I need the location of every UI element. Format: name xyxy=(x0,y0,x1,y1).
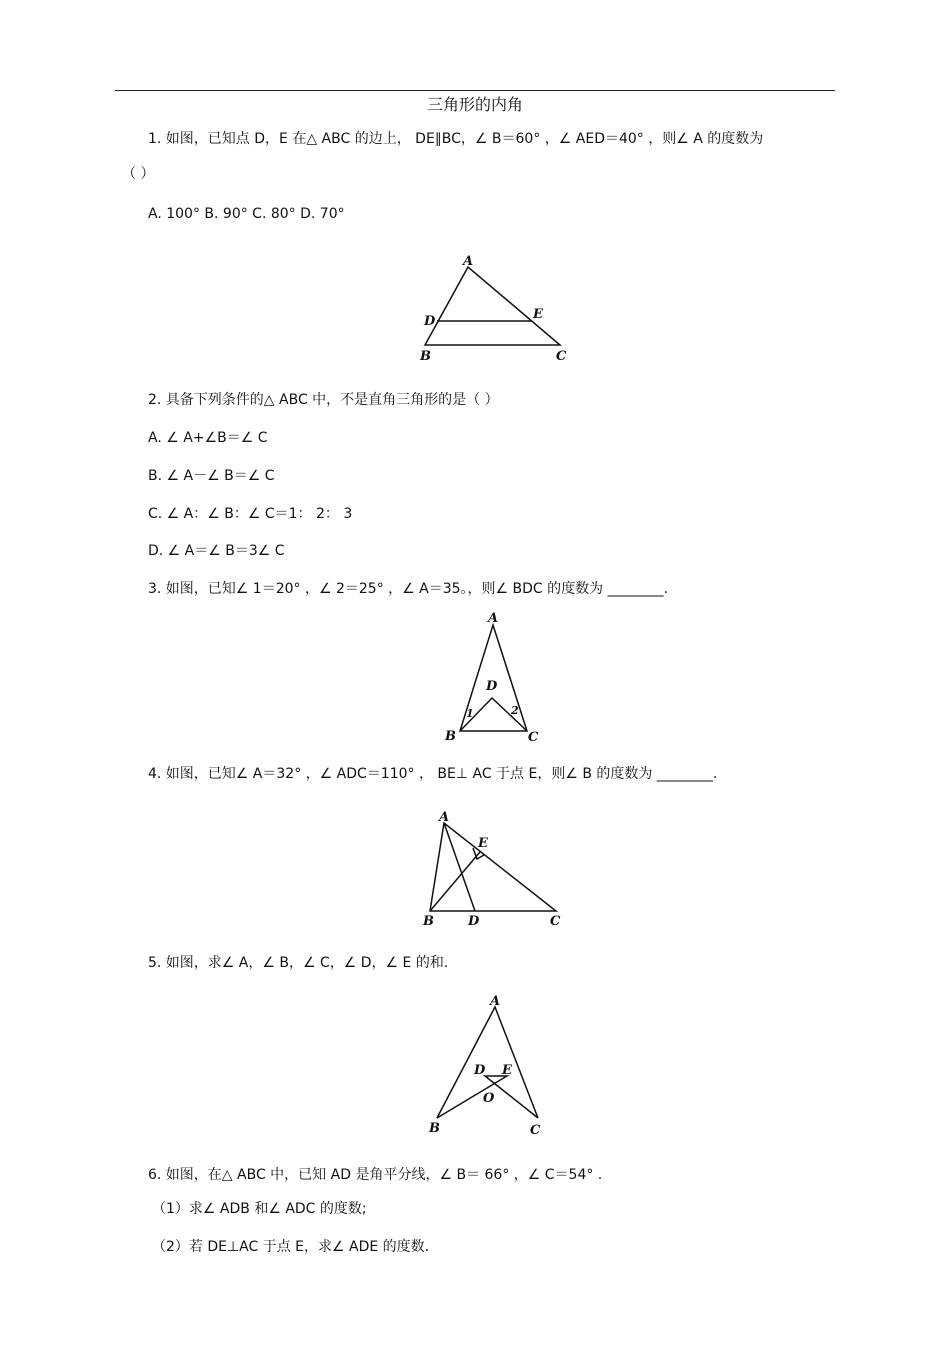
q5-stem: 5. 如图，求∠ A，∠ B，∠ C，∠ D，∠ E 的和. xyxy=(148,955,449,971)
q4-label-a: A xyxy=(439,810,450,825)
q5-label-c: C xyxy=(530,1123,541,1138)
q6-stem: 6. 如图，在△ ABC 中，已知 AD 是角平分线，∠ B＝ 66° ，∠ C＝54° . xyxy=(148,1167,603,1183)
q3-label-angle-2: 2 xyxy=(511,704,519,717)
q5-label-d: D xyxy=(474,1063,486,1078)
q4-label-b: B xyxy=(423,914,434,929)
q1-label-d: D xyxy=(424,314,436,329)
q5-label-e: E xyxy=(502,1063,512,1078)
q5-figure xyxy=(425,990,555,1140)
page-title: 三角形的内角 xyxy=(426,95,523,114)
q3-label-d: D xyxy=(486,679,498,694)
q2-option-b: B. ∠ A－∠ B＝∠ C xyxy=(148,468,275,484)
q2-stem: 2. 具备下列条件的△ ABC 中，不是直角三角形的是（ ） xyxy=(148,392,499,408)
q1-answer-paren: （ ） xyxy=(122,166,155,182)
q6-part-1: （1）求∠ ADB 和∠ ADC 的度数; xyxy=(152,1201,367,1217)
q4-segment-ad xyxy=(444,823,475,911)
q1-label-c: C xyxy=(556,349,567,364)
q3-label-a: A xyxy=(488,611,499,626)
q3-label-angle-1: 1 xyxy=(466,707,474,720)
q5-label-b: B xyxy=(429,1121,440,1136)
q6-part-2: （2）若 DE⊥AC 于点 E，求∠ ADE 的度数. xyxy=(152,1239,430,1255)
header-rule xyxy=(115,90,835,91)
q3-label-c: C xyxy=(528,730,539,745)
q3-label-b: B xyxy=(445,729,456,744)
q1-label-a: A xyxy=(463,254,474,269)
q2-option-a: A. ∠ A+∠B＝∠ C xyxy=(148,430,268,446)
q1-label-b: B xyxy=(420,349,431,364)
q4-label-e: E xyxy=(478,836,488,851)
q4-label-c: C xyxy=(550,914,561,929)
q4-stem: 4. 如图，已知∠ A＝32° ，∠ ADC＝110° ， BE⊥ AC 于点 E，则∠ B 的度数为 ________. xyxy=(148,766,718,782)
q3-stem: 3. 如图，已知∠ 1＝20° ，∠ 2＝25° ，∠ A＝35。，则∠ BDC 的度数为 ________. xyxy=(148,581,669,597)
q5-label-o: O xyxy=(483,1091,495,1106)
q5-label-a: A xyxy=(490,994,501,1009)
q1-options: A. 100° B. 90° C. 80° D. 70° xyxy=(148,206,345,222)
q3-figure xyxy=(440,608,550,748)
q4-label-d: D xyxy=(468,914,480,929)
q2-option-d: D. ∠ A＝∠ B＝3∠ C xyxy=(148,543,285,559)
q1-stem: 1. 如图，已知点 D，E 在△ ABC 的边上， DE∥BC，∠ B＝60° ，∠ AED＝40° ，则∠ A 的度数为 xyxy=(148,131,764,147)
q2-option-c: C. ∠ A：∠ B：∠ C＝1： 2： 3 xyxy=(148,506,353,522)
q4-figure xyxy=(420,805,580,930)
q1-triangle-abc xyxy=(425,267,560,345)
q1-label-e: E xyxy=(533,307,543,322)
q1-figure xyxy=(410,250,580,365)
